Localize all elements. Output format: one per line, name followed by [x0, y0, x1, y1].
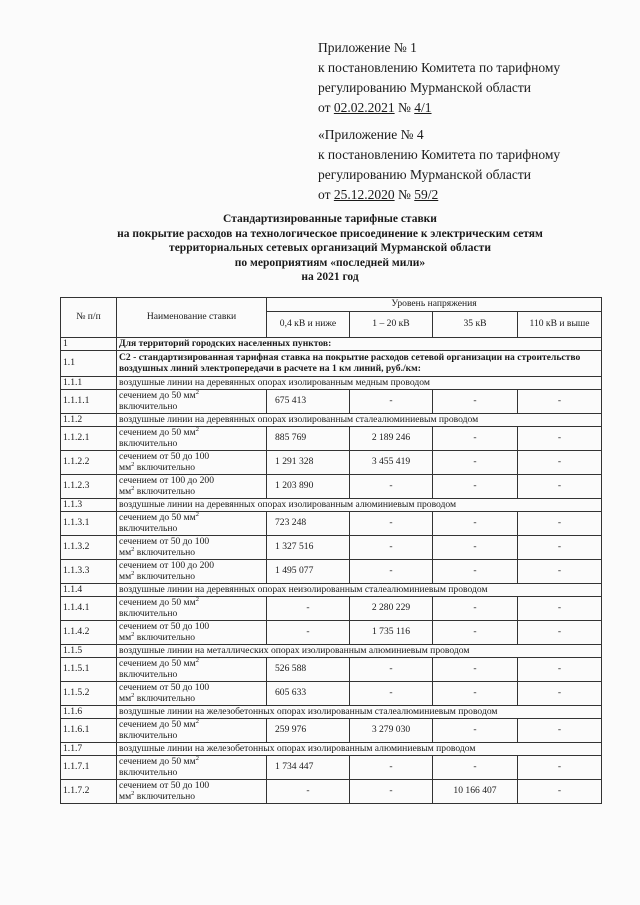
header-voltage-1-20: 1 – 20 кВ — [350, 312, 433, 338]
rate-value-v2: 3 279 030 — [350, 719, 433, 743]
row-number: 1.1.6 — [61, 706, 117, 719]
header-voltage-110: 110 кВ и выше — [518, 312, 602, 338]
rate-value-v1: 526 588 — [267, 658, 350, 682]
rate-value-v2: - — [350, 390, 433, 414]
superscript: 2 — [195, 596, 199, 603]
document-title — [60, 212, 600, 285]
rate-name — [117, 451, 267, 475]
rate-value-v3: - — [433, 451, 518, 475]
superscript: 2 — [131, 545, 135, 553]
row-section-title: воздушные линии на деревянных опорах изолированным алюминиевым проводом — [117, 499, 602, 512]
rate-value-v1: 1 495 077 — [267, 560, 350, 584]
date-prefix: от — [318, 187, 334, 202]
rate-value-v4: - — [518, 536, 602, 560]
rate-name-line: сечением от 50 до 100 — [119, 780, 210, 791]
rate-name — [117, 756, 267, 780]
rate-name — [117, 780, 267, 804]
rate-value-v4: - — [518, 756, 602, 780]
rate-value-v1: - — [267, 597, 350, 621]
appendix-number: 59/2 — [414, 187, 439, 202]
rate-name-line: включительно — [134, 570, 196, 582]
table-row — [61, 584, 602, 597]
rate-value-v4: - — [518, 621, 602, 645]
superscript: 2 — [195, 426, 199, 433]
rate-value-v2: - — [350, 658, 433, 682]
header-name: Наименование ставки — [117, 298, 267, 338]
title-line: Стандартизированные тарифные ставки — [223, 213, 437, 225]
table-row — [61, 536, 602, 560]
rate-name-line: сечением от 50 до 100 — [119, 536, 210, 547]
rate-name — [117, 621, 267, 645]
row-number: 1.1 — [61, 351, 117, 377]
table-row — [61, 377, 602, 390]
rate-name-line: мм — [119, 631, 132, 643]
row-number: 1.1.2.1 — [61, 427, 117, 451]
date-prefix: от — [318, 100, 334, 115]
row-number: 1.1.2.2 — [61, 451, 117, 475]
appendix-line: регулированию Мурманской области — [318, 167, 531, 182]
rate-value-v2: - — [350, 560, 433, 584]
appendix-line: регулированию Мурманской области — [318, 80, 531, 95]
row-number: 1.1.4.1 — [61, 597, 117, 621]
rate-value-v1: 1 203 890 — [267, 475, 350, 499]
table-header-row — [61, 298, 602, 312]
rate-value-v4: - — [518, 512, 602, 536]
superscript: 2 — [195, 511, 199, 518]
rates-table-body — [61, 298, 602, 804]
row-section-title: воздушные линии на деревянных опорах изолированным медным проводом — [117, 377, 602, 390]
rate-value-v3: - — [433, 427, 518, 451]
rate-value-v2: 2 189 246 — [350, 427, 433, 451]
row-number: 1.1.7.2 — [61, 780, 117, 804]
rate-name-line: мм — [119, 546, 132, 558]
table-row — [61, 780, 602, 804]
number-prefix: № — [394, 100, 415, 115]
superscript: 2 — [131, 789, 135, 797]
row-number: 1.1.4 — [61, 584, 117, 597]
rate-value-v4: - — [518, 475, 602, 499]
row-section-title: Для территорий городских населенных пунктов: — [117, 338, 602, 351]
rate-name — [117, 597, 267, 621]
row-number: 1.1.1.1 — [61, 390, 117, 414]
table-row — [61, 597, 602, 621]
row-section-title: воздушные линии на железобетонных опорах изолированным алюминиевым проводом — [117, 743, 602, 756]
row-section-title: воздушные линии на деревянных опорах изолированным сталеалюминиевым проводом — [117, 414, 602, 427]
rate-name — [117, 390, 267, 414]
rate-value-v4: - — [518, 780, 602, 804]
rate-name-line: сечением от 50 до 100 — [119, 451, 210, 462]
rate-value-v3: - — [433, 560, 518, 584]
rate-value-v4: - — [518, 658, 602, 682]
row-number: 1.1.2.3 — [61, 475, 117, 499]
rate-name-line: сечением до 50 мм — [119, 390, 196, 401]
appendix-date-line — [318, 185, 560, 205]
table-row — [61, 338, 602, 351]
rate-value-v1: 259 976 — [267, 719, 350, 743]
rate-value-v4: - — [518, 390, 602, 414]
rate-name-line: включительно — [134, 631, 196, 643]
row-section-title: С2 - стандартизированная тарифная ставка на покрытие расходов сетевой организации на строительство воздушных линий электропередачи в расчете на 1 км линий, руб./км: — [117, 351, 602, 377]
rate-value-v3: - — [433, 682, 518, 706]
appendix-line: к постановлению Комитета по тарифному — [318, 147, 561, 162]
rate-name-line: включительно — [119, 729, 178, 741]
rate-name — [117, 512, 267, 536]
table-row — [61, 560, 602, 584]
rate-value-v3: - — [433, 719, 518, 743]
row-number: 1.1.3 — [61, 499, 117, 512]
rate-value-v3: - — [433, 390, 518, 414]
rate-value-v3: - — [433, 756, 518, 780]
superscript: 2 — [131, 484, 135, 492]
rate-value-v4: - — [518, 427, 602, 451]
rate-name-line: включительно — [119, 437, 178, 449]
row-number: 1.1.1 — [61, 377, 117, 390]
rate-value-v1: - — [267, 780, 350, 804]
rate-name-line: мм — [119, 461, 132, 473]
rate-value-v2: - — [350, 682, 433, 706]
rate-name-line: мм — [119, 692, 132, 704]
rate-name — [117, 427, 267, 451]
rates-table — [60, 297, 602, 804]
rate-value-v3: - — [433, 597, 518, 621]
rate-name — [117, 536, 267, 560]
rate-value-v1: 885 769 — [267, 427, 350, 451]
rate-value-v1: 723 248 — [267, 512, 350, 536]
rate-value-v3: 10 166 407 — [433, 780, 518, 804]
rate-name-line: сечением до 50 мм — [119, 719, 196, 730]
rate-name-line: сечением до 50 мм — [119, 658, 196, 669]
rate-value-v2: - — [350, 756, 433, 780]
row-number: 1.1.4.2 — [61, 621, 117, 645]
row-number: 1.1.3.3 — [61, 560, 117, 584]
rate-name-line: включительно — [119, 668, 178, 680]
rate-value-v1: - — [267, 621, 350, 645]
row-number: 1 — [61, 338, 117, 351]
superscript: 2 — [195, 755, 199, 762]
rate-value-v2: - — [350, 475, 433, 499]
superscript: 2 — [195, 389, 199, 396]
table-row — [61, 427, 602, 451]
row-section-title: воздушные линии на железобетонных опорах изолированным сталеалюминиевым проводом — [117, 706, 602, 719]
title-line: на покрытие расходов на технологическое присоединение к электрическим сетям — [117, 227, 543, 240]
row-number: 1.1.2 — [61, 414, 117, 427]
superscript: 2 — [131, 691, 135, 699]
rate-name-line: сечением до 50 мм — [119, 512, 196, 523]
header-voltage: Уровень напряжения — [267, 298, 602, 312]
row-number: 1.1.6.1 — [61, 719, 117, 743]
header-num: № п/п — [61, 298, 117, 338]
rate-value-v2: 1 735 116 — [350, 621, 433, 645]
rate-value-v2: - — [350, 780, 433, 804]
rate-value-v3: - — [433, 512, 518, 536]
rate-name-line: мм — [119, 790, 132, 802]
row-number: 1.1.3.2 — [61, 536, 117, 560]
table-row — [61, 499, 602, 512]
table-row — [61, 512, 602, 536]
appendix-date: 02.02.2021 — [333, 100, 395, 115]
superscript: 2 — [131, 630, 135, 638]
rate-value-v3: - — [433, 658, 518, 682]
table-row — [61, 451, 602, 475]
rate-name — [117, 560, 267, 584]
appendix-1-header — [318, 38, 560, 118]
rate-name-line: сечением от 50 до 100 — [119, 621, 210, 632]
rate-value-v1: 605 633 — [267, 682, 350, 706]
rate-value-v4: - — [518, 719, 602, 743]
rate-name-line: включительно — [119, 607, 178, 619]
rate-value-v4: - — [518, 451, 602, 475]
rate-value-v1: 675 413 — [267, 390, 350, 414]
table-row — [61, 682, 602, 706]
appendix-title: «Приложение № 4 — [318, 127, 424, 142]
rate-name-line: мм — [119, 570, 132, 582]
rate-name-line: включительно — [134, 485, 196, 497]
table-row — [61, 475, 602, 499]
table-row — [61, 756, 602, 780]
superscript: 2 — [195, 718, 199, 725]
rate-value-v2: 2 280 229 — [350, 597, 433, 621]
superscript: 2 — [195, 657, 199, 664]
rate-name — [117, 682, 267, 706]
number-prefix: № — [394, 187, 415, 202]
rate-name-line: сечением от 100 до 200 — [119, 475, 214, 486]
rate-name — [117, 719, 267, 743]
appendix-date-line — [318, 98, 560, 118]
rate-value-v4: - — [518, 560, 602, 584]
table-row — [61, 719, 602, 743]
table-row — [61, 414, 602, 427]
appendix-4-header — [318, 125, 560, 205]
rate-name-line: включительно — [134, 692, 196, 704]
title-line: на 2021 год — [301, 271, 359, 283]
rate-value-v2: - — [350, 512, 433, 536]
superscript: 2 — [131, 569, 135, 577]
rate-value-v3: - — [433, 536, 518, 560]
row-number: 1.1.5.1 — [61, 658, 117, 682]
appendix-line: к постановлению Комитета по тарифному — [318, 60, 561, 75]
rate-name-line: включительно — [134, 546, 196, 558]
table-row — [61, 351, 602, 377]
appendix-title: Приложение № 1 — [318, 40, 417, 55]
title-line: территориальных сетевых организаций Мурманской области — [169, 242, 491, 254]
title-line: по мероприятиям «последней мили» — [234, 256, 426, 269]
table-row — [61, 621, 602, 645]
row-section-title: воздушные линии на металлических опорах изолированным алюминиевым проводом — [117, 645, 602, 658]
rate-name — [117, 475, 267, 499]
rate-value-v3: - — [433, 621, 518, 645]
rate-name-line: включительно — [134, 790, 196, 802]
rate-value-v4: - — [518, 682, 602, 706]
table-row — [61, 743, 602, 756]
rate-name-line: включительно — [119, 766, 178, 778]
rate-name-line: включительно — [134, 461, 196, 473]
rate-name-line: мм — [119, 485, 132, 497]
table-row — [61, 658, 602, 682]
rate-name-line: сечением от 50 до 100 — [119, 682, 210, 693]
table-row — [61, 706, 602, 719]
row-number: 1.1.7.1 — [61, 756, 117, 780]
table-row — [61, 390, 602, 414]
rate-name — [117, 658, 267, 682]
header-voltage-04: 0,4 кВ и ниже — [267, 312, 350, 338]
row-section-title: воздушные линии на деревянных опорах неизолированным сталеалюминиевым проводом — [117, 584, 602, 597]
row-number: 1.1.5 — [61, 645, 117, 658]
rate-value-v3: - — [433, 475, 518, 499]
rate-name-line: включительно — [119, 522, 178, 534]
rate-name-line: сечением до 50 мм — [119, 597, 196, 608]
appendix-date: 25.12.2020 — [333, 187, 395, 202]
table-row — [61, 645, 602, 658]
row-number: 1.1.3.1 — [61, 512, 117, 536]
rate-value-v2: - — [350, 536, 433, 560]
header-voltage-35: 35 кВ — [433, 312, 518, 338]
rate-value-v4: - — [518, 597, 602, 621]
row-number: 1.1.7 — [61, 743, 117, 756]
appendix-number: 4/1 — [414, 100, 432, 115]
row-number: 1.1.5.2 — [61, 682, 117, 706]
rate-name-line: сечением до 50 мм — [119, 427, 196, 438]
rate-value-v2: 3 455 419 — [350, 451, 433, 475]
rate-value-v1: 1 734 447 — [267, 756, 350, 780]
rate-value-v1: 1 291 328 — [267, 451, 350, 475]
rate-name-line: включительно — [119, 400, 178, 412]
rate-name-line: сечением от 100 до 200 — [119, 560, 214, 571]
rate-name-line: сечением до 50 мм — [119, 756, 196, 767]
superscript: 2 — [131, 460, 135, 468]
rate-value-v1: 1 327 516 — [267, 536, 350, 560]
